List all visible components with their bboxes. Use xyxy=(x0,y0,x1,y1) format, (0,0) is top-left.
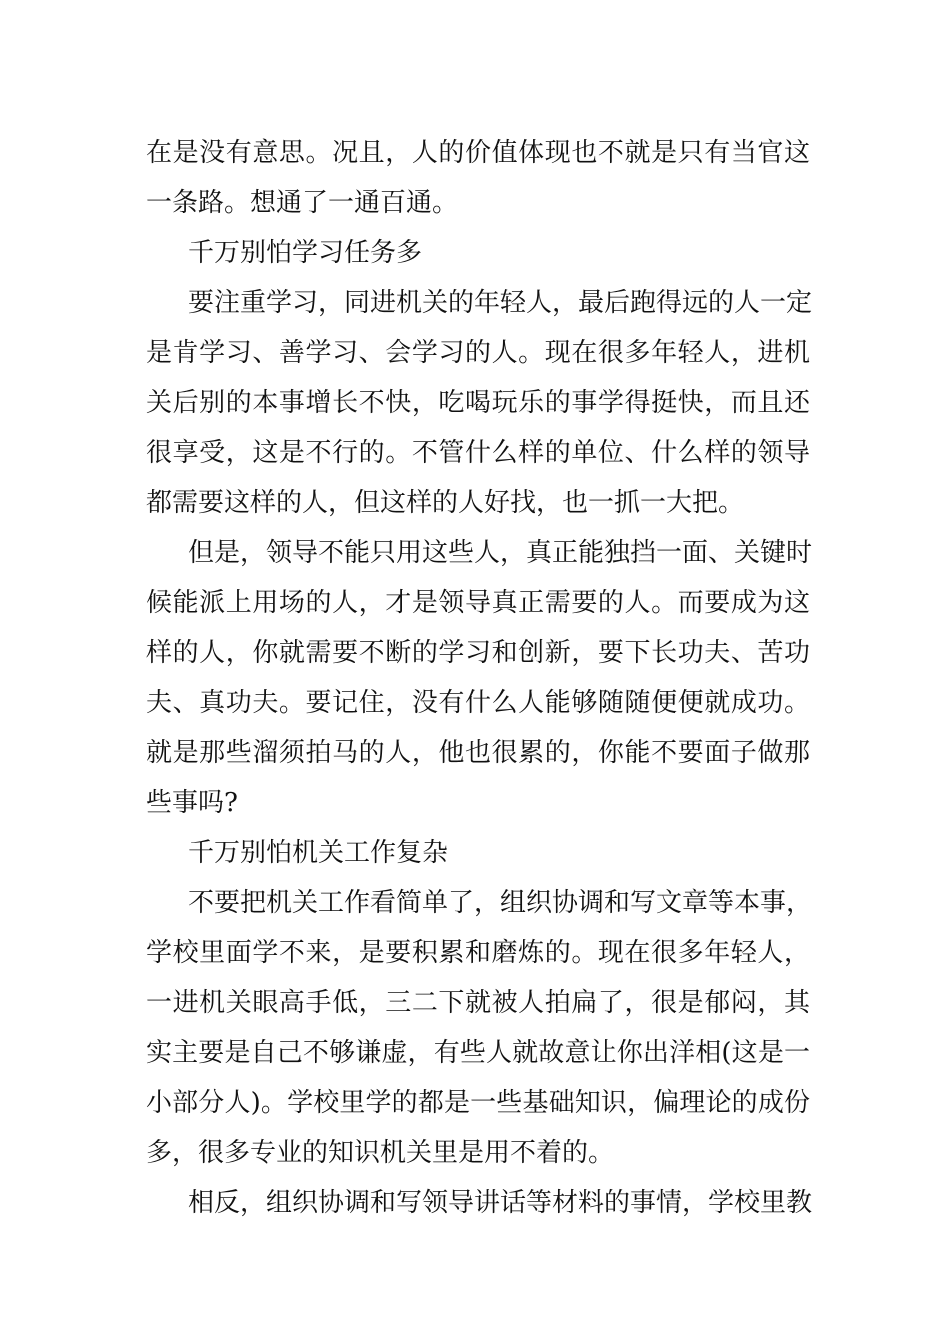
text-line: 小部分人)。学校里学的都是一些基础知识，偏理论的成份 xyxy=(146,1088,810,1118)
text-line: 就是那些溜须拍马的人，他也很累的，你能不要面子做那 xyxy=(146,738,810,768)
text-line: 夫、真功夫。要记住，没有什么人能够随随便便就成功。 xyxy=(146,688,810,718)
section-heading: 千万别怕机关工作复杂 xyxy=(188,838,449,868)
text-line: 多，很多专业的知识机关里是用不着的。 xyxy=(146,1138,615,1168)
text-line: 很享受，这是不行的。不管什么样的单位、什么样的领导 xyxy=(146,438,810,468)
text-line: 不要把机关工作看简单了，组织协调和写文章等本事， xyxy=(188,888,813,918)
text-line: 一进机关眼高手低，三二下就被人拍扁了，很是郁闷，其 xyxy=(146,988,810,1018)
text-line: 实主要是自己不够谦虚，有些人就故意让你出洋相(这是一 xyxy=(146,1038,810,1068)
section-heading: 千万别怕学习任务多 xyxy=(188,238,423,268)
text-line: 些事吗? xyxy=(146,788,238,818)
text-line: 相反，组织协调和写领导讲话等材料的事情，学校里教 xyxy=(188,1188,813,1218)
text-line: 都需要这样的人，但这样的人好找，也一抓一大把。 xyxy=(146,488,745,518)
text-line: 是肯学习、善学习、会学习的人。现在很多年轻人，进机 xyxy=(146,338,810,368)
text-line: 一条路。想通了一通百通。 xyxy=(146,188,459,218)
document-body xyxy=(146,128,813,1228)
text-line: 在是没有意思。况且，人的价值体现也不就是只有当官这 xyxy=(146,138,810,168)
text-line: 要注重学习，同进机关的年轻人，最后跑得远的人一定 xyxy=(188,288,813,318)
text-line: 样的人，你就需要不断的学习和创新，要下长功夫、苦功 xyxy=(146,638,810,668)
text-line: 关后别的本事增长不快，吃喝玩乐的事学得挺快，而且还 xyxy=(146,388,810,418)
text-line: 学校里面学不来，是要积累和磨炼的。现在很多年轻人， xyxy=(146,938,810,968)
text-line: 候能派上用场的人，才是领导真正需要的人。而要成为这 xyxy=(146,588,810,618)
text-line: 但是，领导不能只用这些人，真正能独挡一面、关键时 xyxy=(188,538,813,568)
